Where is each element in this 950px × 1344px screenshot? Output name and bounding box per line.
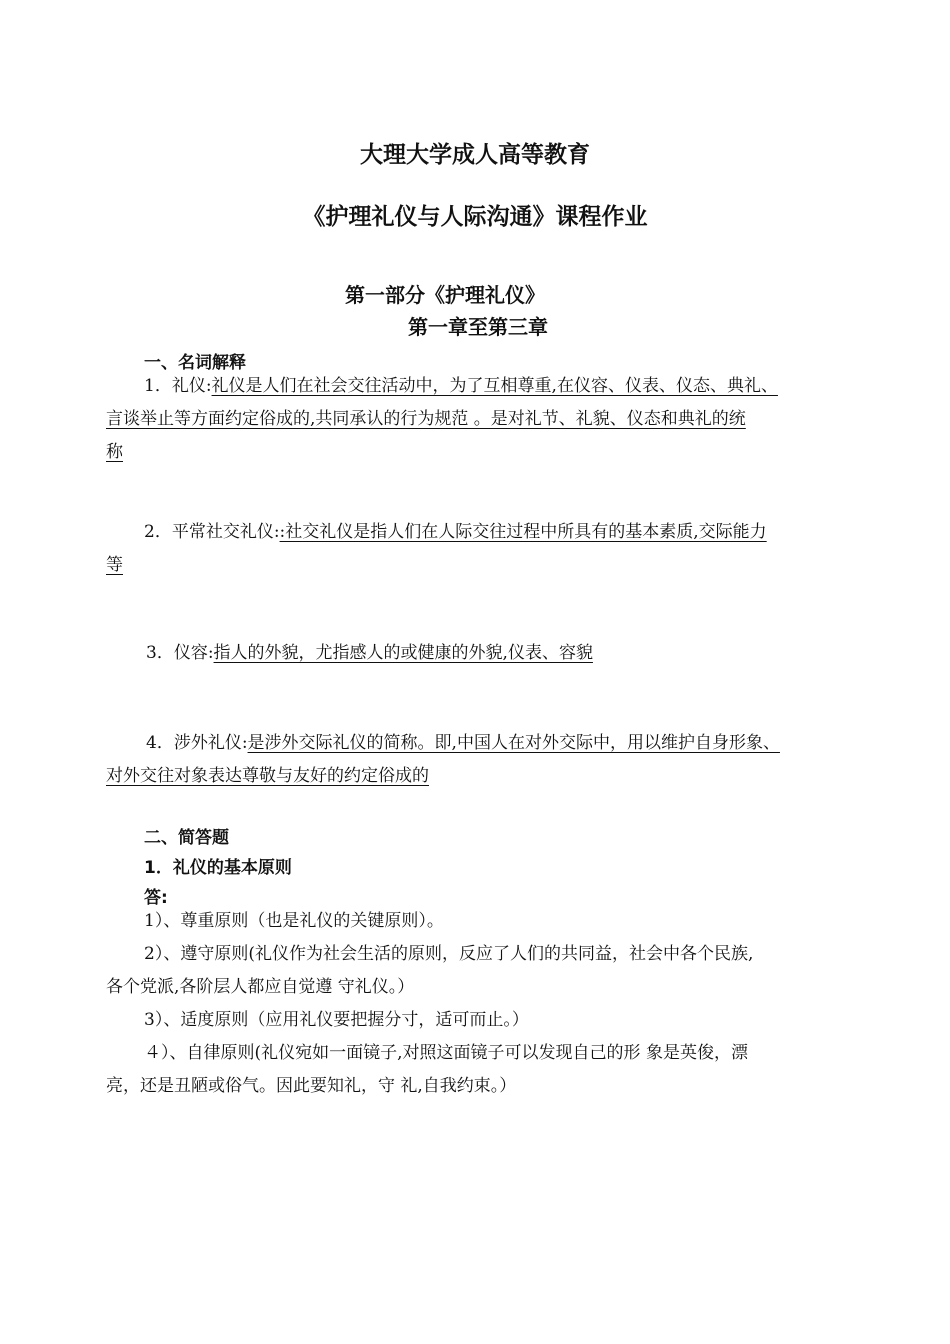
principle-3: 3）、适度原则（应用礼仪要把握分寸，适可而止。） [144,1010,529,1030]
document-title: 大理大学成人高等教育 [360,142,590,168]
chapter-range: 第一章至第三章 [408,315,548,339]
term-label: 2．平常社交礼仪: [144,522,280,542]
principle-2: 2）、遵守原则(礼仪作为社会生活的原则，反应了人们的共同益，社会中各个民族, [144,944,754,964]
qa-heading: 二、简答题 [144,828,229,848]
answer-label: 答: [144,888,168,908]
term-answer: 是涉外交际礼仪的简称。即,中国人在对外交际中，用以维护自身形象、 [247,733,780,753]
term-answer: 礼仪是人们在社会交往活动中，为了互相尊重,在仪容、仪表、仪态、典礼、 [211,376,778,396]
term-label: 4．涉外礼仪: [146,733,248,753]
term-answer: 言谈举止等方面约定俗成的,共同承认的行为规范 。是对礼节、礼貌、仪态和典礼的统 [106,409,746,429]
answer-body [106,905,866,1103]
term-answer: 等 [106,555,123,575]
principle-1: 1）、尊重原则（也是礼仪的关键原则）。 [144,911,444,931]
principle-4: ４）、自律原则(礼仪宛如一面镜子,对照这面镜子可以发现自己的形 象是英俊，漂 [144,1043,748,1063]
part-title: 第一部分《护理礼仪》 [345,283,545,307]
term-item-4 [106,727,866,793]
course-title: 《护理礼仪与人际沟通》课程作业 [302,204,648,230]
term-item-3 [106,637,866,670]
term-answer: 指人的外貌，尤指感人的或健康的外貌,仪表、容貌 [213,643,593,663]
principle-4-cont: 亮，还是丑陋或俗气。因此要知礼，守 礼,自我约束。） [106,1076,517,1096]
term-answer: 对外交往对象表达尊敬与友好的约定俗成的 [106,766,429,786]
question-title: 1．礼仪的基本原则 [144,858,292,878]
term-item-2 [106,516,866,582]
term-answer: :社交礼仪是指人们在人际交往过程中所具有的基本素质,交际能力 [279,522,767,542]
term-label: 3．仪容: [146,643,214,663]
terms-heading: 一、名词解释 [144,353,246,373]
term-label: 1．礼仪: [144,376,212,396]
term-answer: 称 [106,442,123,462]
term-item-1 [106,370,866,469]
principle-2-cont: 各个党派,各阶层人都应自觉遵 守礼仪。） [106,977,415,997]
